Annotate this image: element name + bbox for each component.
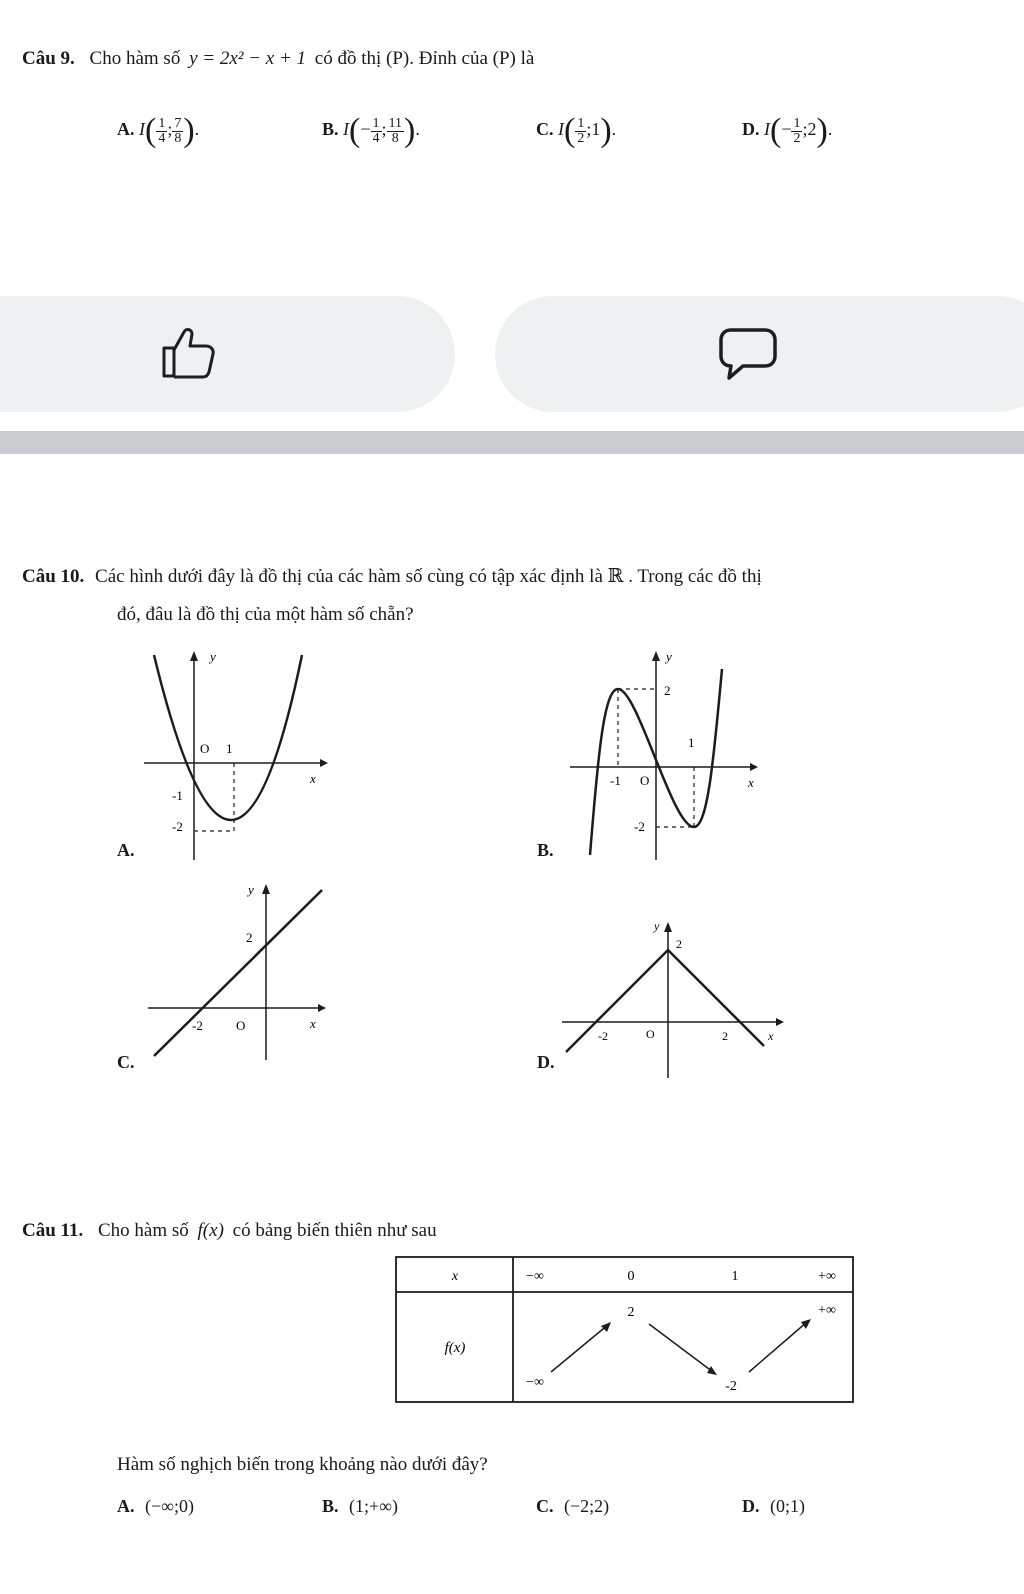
q11-option-a[interactable]	[117, 1496, 194, 1517]
table-x-one: 1	[731, 1269, 739, 1284]
q9-option-a-sep: ;	[167, 119, 173, 140]
graph-d-svg	[562, 918, 792, 1078]
q10-line1: Các hình dưới đây là đồ thị của các hàm số cùng có tập xác định là ℝ . Trong các đồ thị	[95, 566, 762, 587]
graph-b-y-arrow	[652, 651, 660, 661]
q9-option-d[interactable]: D. I(− $\frac{1}{2}$ ;2).	[742, 112, 833, 149]
graph-b[interactable]	[560, 645, 790, 860]
graph-a-svg	[112, 645, 342, 860]
graph-c-svg	[140, 880, 340, 1060]
q9-option-d-frac1: $\frac{1}{2}$	[793, 115, 801, 146]
graph-c-label-x: x	[310, 1016, 316, 1031]
table-x-neg-inf: −∞	[526, 1269, 544, 1284]
graph-a-label-y: y	[210, 649, 216, 664]
graph-b-label-m2: -2	[634, 819, 645, 834]
thumbs-up-icon	[158, 324, 220, 384]
graph-d-key[interactable]: D.	[537, 1052, 555, 1072]
q11-function: f(x)	[197, 1220, 224, 1241]
q9-option-a-key: A.	[117, 119, 135, 140]
q9-text-pre: Cho hàm số	[89, 48, 181, 69]
table-x-label: x	[451, 1269, 459, 1284]
graph-d-label-y: y	[654, 919, 660, 933]
q9-text-post: có đồ thị (P). Đỉnh của (P) là	[314, 48, 535, 69]
graph-c-label-m2: -2	[192, 1018, 203, 1033]
graph-a[interactable]	[112, 645, 342, 860]
q9-option-b-frac1: $\frac{1}{4}$	[372, 115, 380, 146]
graph-a-label-x: x	[310, 771, 316, 786]
graph-b-label-1: 1	[688, 735, 695, 750]
section-divider	[0, 431, 1024, 454]
like-button[interactable]	[0, 296, 455, 412]
q9-stem	[22, 46, 534, 72]
variation-table	[395, 1256, 855, 1404]
table-f-max: 2	[627, 1305, 635, 1320]
q9-option-a-frac1: $\frac{1}{4}$	[158, 115, 166, 146]
q11-option-d[interactable]	[742, 1496, 805, 1517]
graph-d-label-m2: -2	[598, 1029, 608, 1043]
table-arrow-up-2	[749, 1322, 807, 1372]
graph-b-svg	[560, 645, 790, 860]
graph-a-y-arrow	[190, 651, 198, 661]
graph-a-key[interactable]: A.	[117, 840, 135, 860]
q11-option-a-key: A.	[117, 1496, 135, 1516]
q11-question: Hàm số nghịch biến trong khoảng nào dưới đây?	[117, 1454, 488, 1475]
graph-c-y-arrow	[262, 884, 270, 894]
graph-d-label-x: x	[768, 1029, 774, 1043]
q9-function: y = 2x² − x + 1	[189, 48, 307, 69]
graph-d-label-p2: 2	[722, 1029, 728, 1043]
q9-option-b-frac2: $\frac{11}{8}$	[388, 115, 402, 146]
q9-option-a[interactable]: A. I( $\frac{1}{4}$ ; $\frac{7}{8}$ ).	[117, 112, 200, 149]
table-x-pos-inf: +∞	[818, 1269, 836, 1284]
graph-d[interactable]	[562, 918, 792, 1078]
graph-d-label-2: 2	[676, 937, 682, 951]
q9-option-c-frac1: $\frac{1}{2}$	[577, 115, 585, 146]
table-f-min: -2	[725, 1379, 737, 1394]
graph-a-label-1: 1	[226, 741, 233, 756]
graph-d-label-o: O	[646, 1027, 655, 1041]
graph-b-label-y: y	[666, 649, 672, 664]
q9-label: Câu 9.	[22, 48, 75, 69]
graph-c-label-2: 2	[246, 930, 253, 945]
q9-option-d-prefix: I	[764, 119, 770, 140]
variation-table-svg	[395, 1256, 855, 1404]
graph-d-y-arrow	[664, 922, 672, 932]
graph-a-label-o: O	[200, 741, 210, 756]
q11-text-post: có bảng biến thiên như sau	[232, 1220, 437, 1241]
table-f-pos-inf: +∞	[818, 1303, 836, 1318]
table-f-label: f(x)	[444, 1340, 466, 1356]
q11-stem	[22, 1218, 437, 1244]
q9-option-d-key: D.	[742, 119, 760, 140]
graph-a-label-m1: -1	[172, 788, 183, 803]
table-arrow-up-1	[551, 1324, 609, 1372]
comment-icon	[717, 326, 779, 382]
graph-a-x-arrow	[320, 759, 328, 767]
q10-stem	[22, 564, 1012, 590]
graph-a-label-m2: -2	[172, 819, 183, 834]
graph-b-label-o: O	[640, 773, 650, 788]
q9-option-b-key: B.	[322, 119, 339, 140]
q10-line2: đó, đâu là đồ thị của một hàm số chẵn?	[117, 604, 414, 625]
q11-option-a-value: (−∞;0)	[145, 1496, 194, 1516]
q9-option-a-prefix: I	[139, 119, 145, 140]
graph-c-label-y: y	[248, 882, 254, 897]
graph-b-x-arrow	[750, 763, 758, 771]
q11-option-c-key: C.	[536, 1496, 554, 1516]
q11-text-pre: Cho hàm số	[98, 1220, 189, 1241]
graph-b-label-2: 2	[664, 683, 671, 698]
q11-option-d-value: (0;1)	[770, 1496, 805, 1516]
graph-b-label-m1: -1	[610, 773, 621, 788]
q11-option-b[interactable]	[322, 1496, 398, 1517]
graph-c-label-o: O	[236, 1018, 246, 1033]
q11-option-d-key: D.	[742, 1496, 760, 1516]
q9-option-c-prefix: I	[558, 119, 564, 140]
table-x-zero: 0	[627, 1269, 635, 1284]
graph-d-x-arrow	[776, 1018, 784, 1026]
table-arrow-down	[649, 1324, 713, 1372]
graph-b-key[interactable]: B.	[537, 840, 554, 860]
q10-label: Câu 10.	[22, 566, 85, 587]
q9-option-b-prefix: I	[343, 119, 350, 140]
q9-option-a-frac2: $\frac{7}{8}$	[174, 115, 182, 146]
comment-button[interactable]	[495, 296, 1024, 412]
graph-c-x-arrow	[318, 1004, 326, 1012]
graph-c-key[interactable]: C.	[117, 1052, 135, 1072]
q11-option-c-value: (−2;2)	[564, 1496, 610, 1516]
q9-option-c-key: C.	[536, 119, 554, 140]
graph-d-line	[566, 950, 764, 1052]
graph-b-label-x: x	[748, 775, 754, 790]
q9-option-c[interactable]: C. I( $\frac{1}{2}$ ;1).	[536, 112, 617, 149]
graph-c[interactable]	[140, 880, 340, 1060]
q11-label: Câu 11.	[22, 1220, 84, 1241]
q11-option-b-key: B.	[322, 1496, 339, 1516]
q11-option-c[interactable]	[536, 1496, 609, 1517]
table-border	[396, 1257, 853, 1402]
q9-option-b[interactable]: B. I(− $\frac{1}{4}$ ; $\frac{11}{8}$ ).	[322, 112, 420, 149]
table-f-neg-inf: −∞	[526, 1375, 544, 1390]
q11-option-b-value: (1;+∞)	[349, 1496, 398, 1516]
